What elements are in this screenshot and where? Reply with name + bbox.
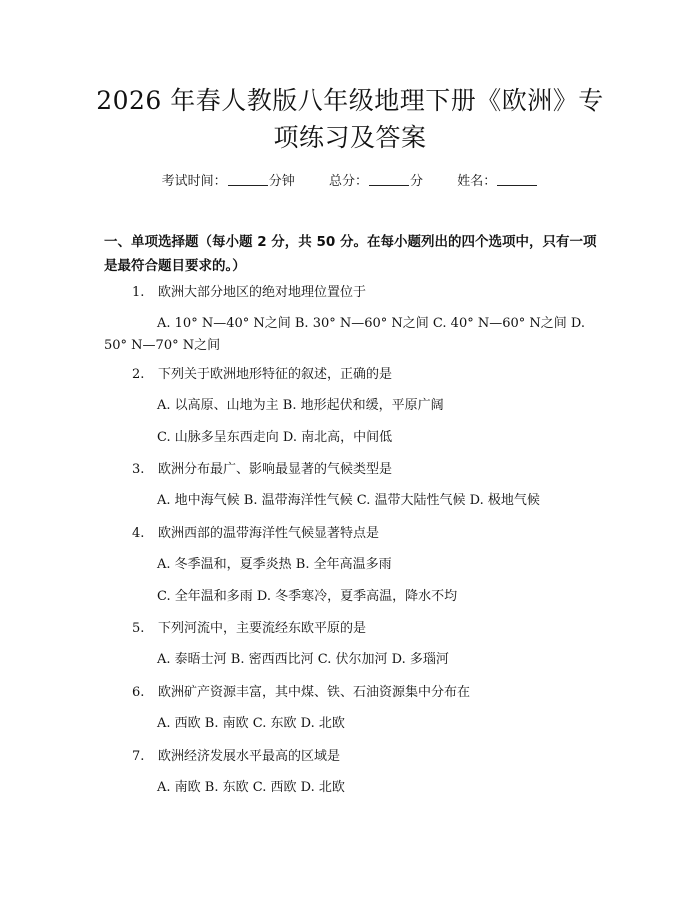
question-number: 2. [132, 367, 145, 382]
question-2-options-line-1: A. 以高原、山地为主 B. 地形起伏和缓，平原广阔 [157, 398, 444, 413]
question-5 [132, 620, 612, 638]
question-stem: 下列河流中，主要流经东欧平原的是 [158, 621, 367, 636]
name-blank [497, 173, 537, 186]
page-title [90, 82, 610, 156]
question-stem: 欧洲西部的温带海洋性气候显著特点是 [158, 526, 380, 541]
question-stem: 欧洲分布最广、影响最显著的气候类型是 [158, 462, 393, 477]
question-stem: 欧洲大部分地区的绝对地理位置位于 [158, 285, 367, 300]
exam-info-line [0, 170, 700, 189]
question-2 [132, 366, 612, 384]
time-label: 考试时间： [161, 174, 227, 189]
question-4-options-line-1: A. 冬季温和，夏季炎热 B. 全年高温多雨 [157, 557, 392, 572]
question-4-options-line-2: C. 全年温和多雨 D. 冬季寒冷，夏季高温，降水不均 [157, 589, 458, 604]
title-line-1: 2026 年春人教版八年级地理下册《欧洲》专 [96, 86, 604, 115]
question-stem: 欧洲经济发展水平最高的区域是 [158, 749, 341, 764]
question-number: 5. [132, 621, 145, 636]
score-unit: 分 [410, 174, 424, 189]
question-2-options-line-2: C. 山脉多呈东西走向 D. 南北高，中间低 [157, 430, 393, 445]
section-heading: 一、单项选择题（每小题 2 分，共 50 分。在每小题列出的四个选项中，只有一项是最符合题目要求的。） [104, 234, 597, 274]
question-number: 3. [132, 462, 145, 477]
question-3 [132, 461, 612, 479]
name-label: 姓名： [457, 174, 497, 189]
question-1 [132, 284, 612, 302]
question-6-options-line-1: A. 西欧 B. 南欧 C. 东欧 D. 北欧 [157, 716, 345, 731]
question-1-options: A. 10° N—40° N之间 B. 30° N—60° N之间 C. 40° N—60° N之间 D. 50° N—70° N之间 [104, 316, 586, 353]
time-unit: 分钟 [268, 174, 295, 189]
question-7 [132, 748, 612, 766]
question-7-options-line-1: A. 南欧 B. 东欧 C. 西欧 D. 北欧 [157, 780, 345, 795]
question-number: 6. [132, 685, 145, 700]
question-6 [132, 684, 612, 702]
question-5-options-line-1: A. 泰晤士河 B. 密西西比河 C. 伏尔加河 D. 多瑙河 [157, 652, 449, 667]
question-3-options-line-1: A. 地中海气候 B. 温带海洋性气候 C. 温带大陆性气候 D. 极地气候 [157, 493, 540, 508]
question-4 [132, 525, 612, 543]
question-number: 7. [132, 749, 145, 764]
question-number: 1. [132, 285, 145, 300]
score-label: 总分： [328, 174, 368, 189]
time-blank [228, 173, 268, 186]
question-number: 4. [132, 526, 145, 541]
question-stem: 欧洲矿产资源丰富，其中煤、铁、石油资源集中分布在 [158, 685, 471, 700]
question-stem: 下列关于欧洲地形特征的叙述，正确的是 [158, 367, 393, 382]
score-blank [369, 173, 409, 186]
title-line-2: 项练习及答案 [273, 123, 427, 152]
